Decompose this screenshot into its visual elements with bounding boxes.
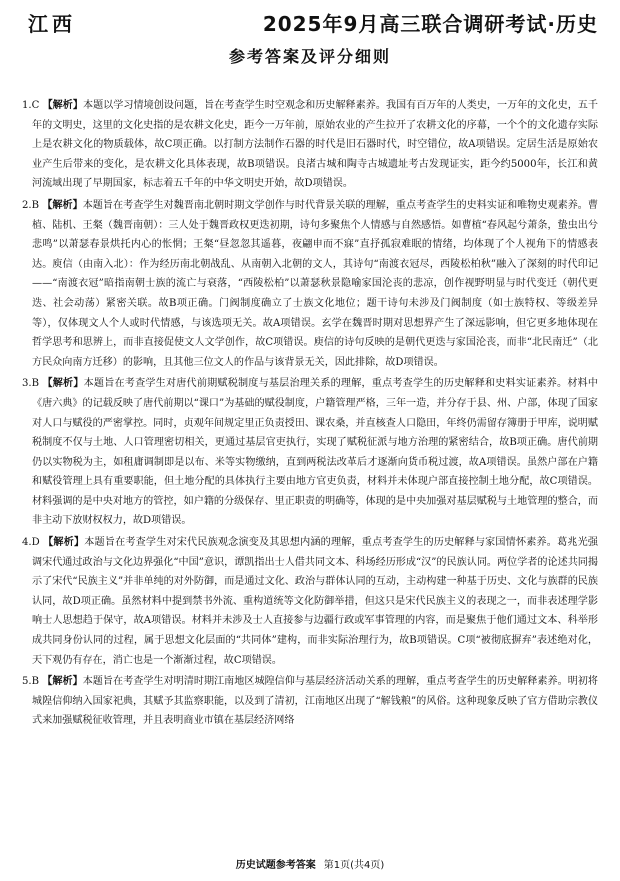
- analysis-tag: 【解析】: [42, 100, 83, 111]
- page-subtitle: 参考答案及评分细则: [228, 47, 391, 66]
- answer-number: 3.B: [22, 378, 40, 390]
- answer-item: [22, 374, 598, 531]
- answer-number: 5.B: [22, 676, 40, 688]
- answer-text: 本题以学习情境创设问题，旨在考查学生时空观念和历史解释素养。我国有百万年的人类史，一万年的文化史，五千年的文明史，这里的文化史指的是农耕文化史，距今一万年前，原始农业的产生拉开了农耕文化的序幕，一个个的文化遗存实际上是农耕文化的物质载体，故C项正确。以打制方法制作石器的时代是旧石器时代，时空错位，故A项错误。定居生活是原始农业产生后带来的变化，是农耕文化具体表现，故B项错误。良渚古城和陶寺古城遗址考古发现证实，距今约5000年，长江和黄河流域出现了早期国家，标志着五千年的中华文明史开始，故D项错误。: [32, 100, 599, 190]
- analysis-tag: 【解析】: [42, 199, 83, 211]
- exam-title: 2025年9月高三联合调研考试·历史: [262, 12, 598, 36]
- analysis-tag: 【解析】: [42, 378, 84, 390]
- answer-number: 1.C: [22, 100, 40, 111]
- analysis-tag: 【解析】: [42, 676, 83, 688]
- page-footer: [0, 856, 620, 871]
- footer-title: 历史试题参考答案: [235, 860, 316, 871]
- answer-text: 本题旨在考查学生对宋代民族观念演变及其思想内涵的理解，重点考查学生的历史解释与家国情怀素养。葛兆光强调宋代通过政治与文化边界强化“中国”意识，谭凯指出士人借共同文本、科场经历形成“汉”的民族认同。两位学者的论述共同揭示了宋代“民族主义”并非单纯的对外防御，而是通过文化、政治与群体认同的互动，主动构建一种基于历史、文化与族群的民族认同，故D项正确。虽然材料中提到禁书外流、重构道统等文化防御举措，但这只是宋代民族主义的表现之一，而非表述理学影响士人思想趋于保守，故A项错误。材料并未涉及士人直接参与边疆行政或军事管理的内容，而是聚焦于他们通过文本、科举形成共同身份认同的过程，属于思想文化层面的“共同体”建构，而非实际治理行为，故B项错误。C项“被彻底摒弃”表述绝对化，天下观仍有存在，消亡也是一个渐渐过程，故C项错误。: [32, 537, 599, 666]
- answer-item: [22, 672, 598, 731]
- page-header: [28, 6, 598, 40]
- answer-item: [22, 96, 598, 194]
- answer-number: 4.D: [22, 537, 40, 549]
- page-number: 第1页(共4页): [323, 860, 385, 871]
- region-label: 江西: [28, 12, 76, 36]
- answer-number: 2.B: [22, 199, 40, 211]
- answer-text: 本题旨在考查学生对明清时期江南地区城隍信仰与基层经济活动关系的理解，重点考查学生的历史解释素养。明初将城隍信仰纳入国家祀典，其赋予其监察职能，以及到了清初，江南地区出现了“解钱粮”的风俗。这种现象反映了官方借助宗教仪式来加强赋税征收管理，并且表明商业市镇在基层经济网络: [32, 676, 598, 727]
- answer-text: 本题旨在考查学生对魏晋南北朝时期文学创作与时代背景关联的理解，重点考查学生的史料实证和唯物史观素养。曹植、陆机、王粲（魏晋南朝）：三人处于魏晋政权更迭初期，诗句多聚焦个人情感与自然感悟。如曹植“春风起兮萧条，蛰虫出兮悲鸣”以萧瑟春景烘托内心的怅惘；王粲“昼忽忽其遥暮，夜翩申而不寐”直抒孤寂难眠的情绪，均体现了个人视角下的情感表达。庾信（由南入北）：作为经历南北朝战乱、从南朝入北朝的文人，其诗句“南渡衣冠尽，西陵松柏秋”融入了深刻的时代印记——“南渡衣冠”暗指南朝士族的流亡与衰落，“西陵松柏”以萧瑟秋景隐喻家国沦丧的悲凉，创作视野明显与时代变迁（朝代更迭、社会动荡）紧密关联。故B项正确。门阀制度确立了士族文化地位；题干诗句未涉及门阀制度（如士族特权、等级差异等），仅体现文人个人或时代情感，与该选项无关。故A项错误。玄学在魏晋时期对思想界产生了深远影响，但它更多地体现在哲学思考和思辨上，而非直接促使文人文学创作，故C项错误。庾信的诗句反映的是朝代更迭与家国沦丧，而非“北民南迁”（北方民众向南方迁移）的影响，且其他三位文人的作品与该背景无关，因此排除，故D项错误。: [32, 199, 598, 368]
- answer-list: [22, 96, 598, 733]
- answer-item: [22, 533, 598, 670]
- analysis-tag: 【解析】: [43, 537, 85, 549]
- answer-item: [22, 196, 598, 372]
- answer-text: 本题旨在考查学生对唐代前期赋税制度与基层治理关系的理解，重点考查学生的历史解释和史料实证素养。材料中《唐六典》的记载反映了唐代前期以“课口”为基础的赋役制度，户籍管理严格，三年一造，并分存于县、州、户部，体现了国家对人口与赋役的严密掌控。同时，贞观年间规定里正负责授田、课农桑，并直核查人口隐田，年终仍需留存簿册于甲库，说明赋税制度不仅与土地、人口管理密切相关，更通过基层官吏执行，实现了赋税征派与地方治理的紧密结合，故B项正确。唐代前期仍以实物税为主，如租庸调制即是以布、米等实物缴纳，直到两税法改革后才逐渐向货币税过渡，故A项错误。虽然户部在户籍和赋役管理上具有重要职能，但土地分配的具体执行主要由地方官吏负责，材料并未体现户部直接控制土地分配，故C项错误。材料强调的是中央对地方的管控，如户籍的分级保存、里正职责的明确等，体现的是中央加强对基层赋税与土地管理的整合，而非主动下放财权权力，故D项错误。: [32, 378, 598, 527]
